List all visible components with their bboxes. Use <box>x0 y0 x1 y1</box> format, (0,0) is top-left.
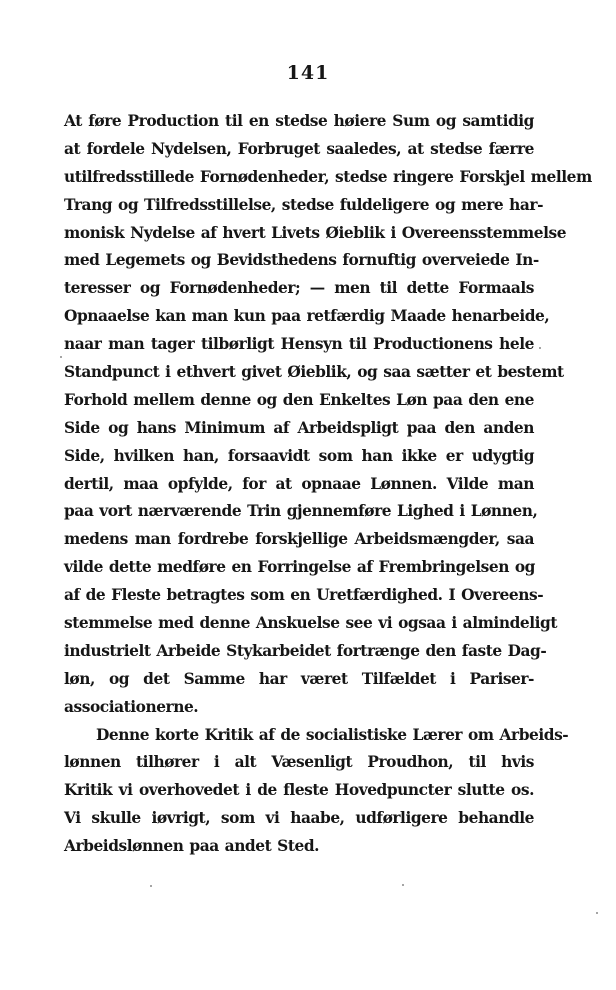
text-line: med Legemets og Bevidsthedens fornuftig overveiede In- <box>64 251 539 270</box>
text-line: monisk Nydelse af hvert Livets Øieblik i Overeensstemmelse <box>64 223 567 242</box>
text-line: Denne korte Kritik af de socialistiske Lærer om Arbeids- <box>96 725 569 744</box>
text-line: Side, hvilken han, forsaavidt som han ikke er udygtig <box>64 446 534 465</box>
text-line: paa vort nærværende Trin gjennemføre Lighed i Lønnen, <box>64 502 538 521</box>
text-line: lønnen tilhører i alt Væsenligt Proudhon, til hvis <box>64 753 534 772</box>
text-line: løn, og det Samme har været Tilfældet i Pariser- <box>64 669 534 688</box>
text-line: industrielt Arbeide Stykarbeidet fortrænge den faste Dag- <box>64 641 547 660</box>
text-line: utilfredsstillede Fornødenheder, stedse ringere Forskjel mellem <box>64 167 592 186</box>
print-speck <box>402 884 404 886</box>
text-line: at fordele Nydelsen, Forbruget saaledes, at stedse færre <box>64 139 534 158</box>
text-line: vilde dette medføre en Forringelse af Frembringelsen og <box>64 558 535 577</box>
text-line: Side og hans Minimum af Arbeidspligt paa den anden <box>64 418 534 437</box>
body-text <box>64 108 592 861</box>
text-line: Forhold mellem denne og den Enkeltes Løn paa den ene <box>64 390 534 409</box>
text-line: dertil, maa opfylde, for at opnaae Lønnen. Vilde man <box>64 474 534 493</box>
text-line: associationerne. <box>64 697 199 716</box>
print-speck <box>150 885 152 887</box>
text-line: af de Fleste betragtes som en Uretfærdighed. I Overeens- <box>64 586 544 605</box>
text-line: Kritik vi overhovedet i de fleste Hovedpuncter slutte os. <box>64 781 534 800</box>
text-line: Standpunct i ethvert givet Øieblik, og saa sætter et bestemt <box>64 363 564 382</box>
text-line: Arbeidslønnen paa andet Sted. <box>64 837 320 856</box>
text-line: teresser og Fornødenheder; — men til dette Formaals <box>64 279 534 298</box>
page-number: 141 <box>286 62 330 84</box>
text-line: naar man tager tilbørligt Hensyn til Productionens hele <box>64 335 534 354</box>
text-line: Trang og Tilfredsstillelse, stedse fuldeligere og mere har- <box>64 195 544 214</box>
print-speck <box>596 912 598 914</box>
text-line: At føre Production til en stedse høiere Sum og samtidig <box>64 112 534 130</box>
print-speck <box>539 347 541 349</box>
print-speck <box>60 356 62 358</box>
text-line: Opnaaelse kan man kun paa retfærdig Maade henarbeide, <box>64 307 550 326</box>
text-line: Vi skulle iøvrigt, som vi haabe, udførligere behandle <box>64 809 534 828</box>
text-line: stemmelse med denne Anskuelse see vi ogsaa i almindeligt <box>64 614 557 633</box>
text-line: medens man fordrebe forskjellige Arbeidsmængder, saa <box>64 530 534 549</box>
